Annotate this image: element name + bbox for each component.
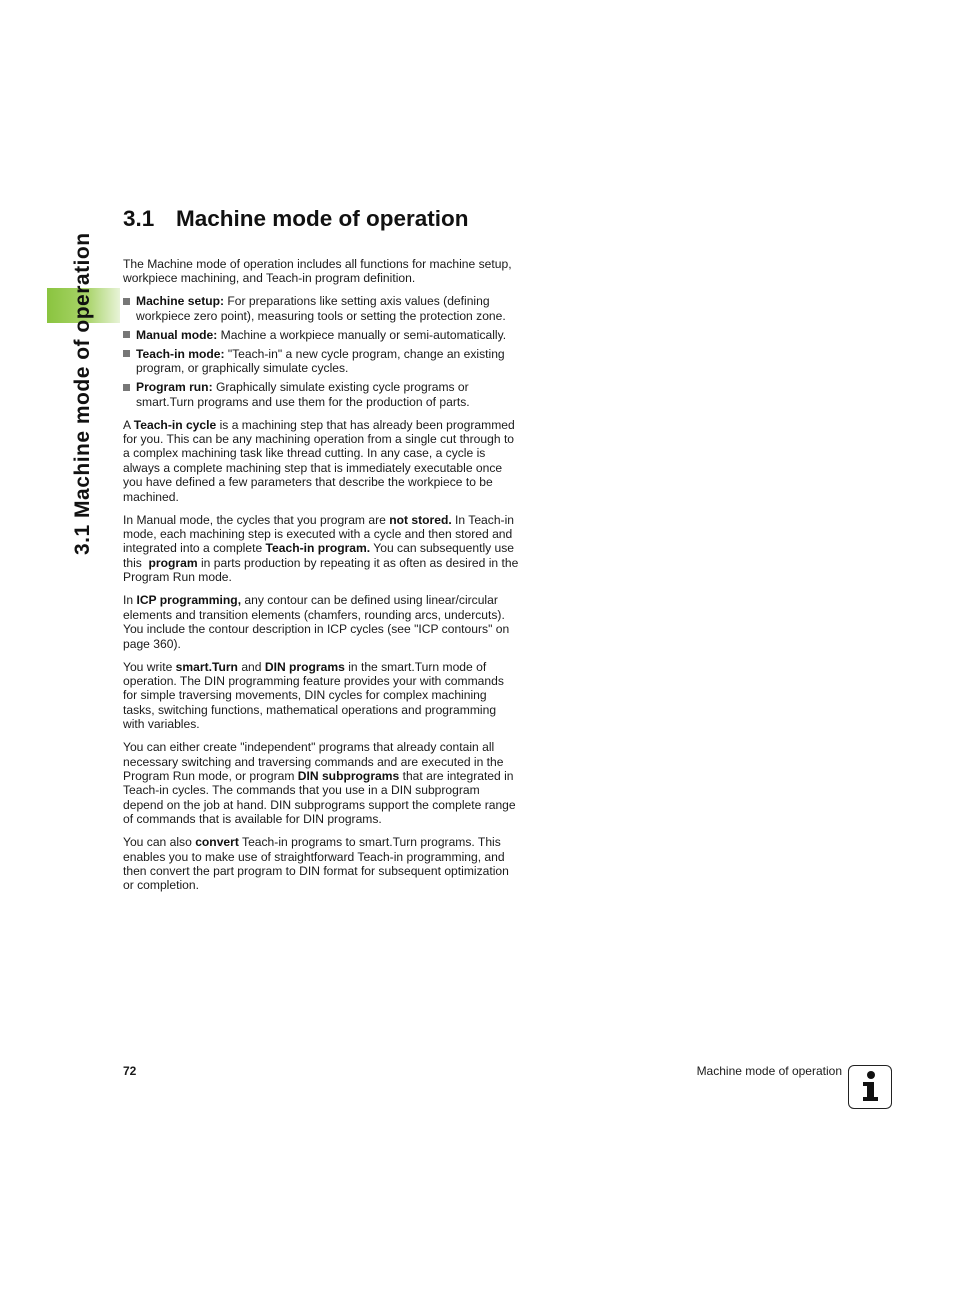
- list-item: [123, 347, 519, 376]
- bold-term: smart.Turn: [175, 659, 238, 674]
- list-item-term: Teach-in mode:: [136, 346, 225, 361]
- section-title: Machine mode of operation: [176, 206, 469, 231]
- list-item: [123, 328, 519, 342]
- page-number: 72: [123, 1064, 137, 1078]
- bold-term: convert: [195, 835, 239, 850]
- independent-programs-paragraph: [123, 740, 519, 826]
- info-icon: [848, 1065, 892, 1109]
- text-run: in parts production by repeating it as often as desired in the Program Run mode.: [123, 555, 519, 585]
- bold-term: program: [148, 555, 198, 570]
- text-run: You can subsequently use this: [123, 541, 518, 570]
- bold-term: not stored.: [389, 512, 452, 527]
- text-run: and: [237, 659, 265, 674]
- list-item-term: Machine setup:: [136, 294, 225, 309]
- list-item: [123, 380, 519, 409]
- icp-paragraph: [123, 593, 519, 651]
- list-item-text: For preparations like setting axis values (defining workpiece zero point), measuring tools or setting the protection zone.: [136, 294, 506, 323]
- list-item-term: Manual mode:: [136, 327, 218, 342]
- convert-paragraph: [123, 835, 519, 893]
- smart-turn-paragraph: [123, 660, 519, 732]
- text-run: any contour can be defined using linear/circular elements and transition elements (chamfers, rounding arcs, undercuts). You include the contour description in ICP cycles (see "ICP contours" on page 360).: [123, 593, 510, 651]
- text-run: In: [123, 593, 137, 608]
- info-glyph: [849, 1066, 890, 1107]
- teach-in-cycle-paragraph: [123, 418, 519, 504]
- text-run: In Teach-in mode, each machining step is executed with a cycle and then stored and integrated into a complete: [123, 512, 514, 556]
- text-run: A: [123, 417, 134, 432]
- bold-term: Teach-in cycle: [133, 417, 217, 432]
- body-text: [123, 257, 519, 901]
- manual-mode-paragraph: [123, 513, 519, 585]
- list-item-text: Machine a workpiece manually or semi-automatically.: [217, 327, 507, 342]
- text-run: in the smart.Turn mode of operation. The DIN programming feature provides your with commands for simple traversing movements, DIN cycles for complex machining tasks, switching functions, mathematical operations and programming with variables.: [123, 659, 504, 732]
- footer-section-title: Machine mode of operation: [696, 1064, 842, 1078]
- square-bullet-icon: [123, 350, 130, 357]
- text-run: You can also: [123, 835, 196, 850]
- text-run: You write: [123, 659, 176, 674]
- text-run: You can either create "independent" programs that already contain all necessary switching and traversing commands and are executed in the Program Run mode, or program: [123, 740, 504, 783]
- bold-term: ICP programming,: [136, 593, 242, 608]
- text-run: In Manual mode, the cycles that you program are: [123, 512, 390, 527]
- list-item-text: Graphically simulate existing cycle programs or smart.Turn programs and use them for the production of parts.: [136, 380, 470, 409]
- bold-term: DIN subprograms: [297, 768, 400, 783]
- square-bullet-icon: [123, 384, 130, 391]
- intro-paragraph: The Machine mode of operation includes all functions for machine setup, workpiece machining, and Teach-in program definition.: [123, 257, 512, 286]
- side-section-title: 3.1 Machine mode of operation: [71, 232, 94, 555]
- text-run: is a machining step that has already been programmed for you. This can be any machining operation from a single cut through to a complex machining task like thread cutting. In any case, a cycle is always a complete machining step that is immediately executable once you have defined a few parameters that describe the workpiece to be machined.: [123, 417, 515, 504]
- text-run: Teach-in programs to smart.Turn programs. This enables you to make use of straightforward Teach-in programming, and then convert the part program to DIN format for subsequent optimization or completion.: [123, 835, 509, 893]
- square-bullet-icon: [123, 298, 130, 305]
- list-item-text: "Teach-in" a new cycle program, change an existing program, or graphically simulate cycles.: [136, 346, 505, 376]
- bold-term: DIN programs: [264, 659, 345, 674]
- page-title: [123, 206, 469, 232]
- bold-term: Teach-in program.: [265, 541, 371, 556]
- section-number: 3.1: [123, 206, 155, 231]
- text-run: that are integrated in Teach-in cycles. The commands that you use in a DIN subprogram depend on the job at hand. DIN subprograms support the complete range of commands that is available for DIN programs.: [123, 768, 516, 827]
- square-bullet-icon: [123, 331, 130, 338]
- mode-list: [123, 294, 519, 409]
- list-item: [123, 294, 519, 323]
- list-item-term: Program run:: [136, 380, 213, 395]
